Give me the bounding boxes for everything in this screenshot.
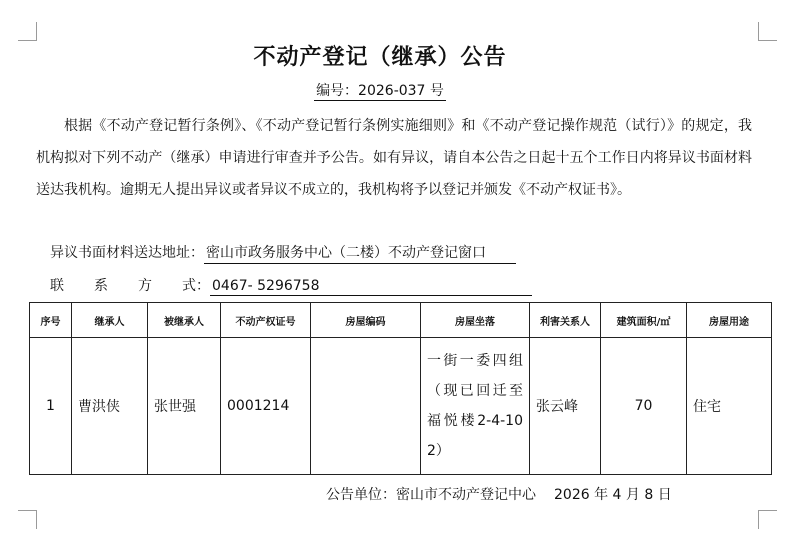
document-number-text: 编号：2026-037 号 — [316, 83, 444, 99]
notice-body-paragraph: 根据《不动产登记暂行条例》、《不动产登记暂行条例实施细则》和《不动产登记操作规范（试行）》的规定，我机构拟对下列不动产（继承）申请进行审查并予公告。如有异议，请自本公告之日起十五个工作日内将异议书面材料送达我机构。逾期无人提出异议或者异议不成立的，我机构将予以登记并颁发《不动产权证书》。 — [36, 118, 752, 198]
header-interested-party: 利害关系人 — [530, 303, 601, 338]
cell-location: 一街一委四组（现已回迁至福悦楼2-4-102） — [421, 338, 530, 475]
table-header-row — [30, 303, 772, 338]
cell-index: 1 — [30, 338, 72, 475]
notice-title: 不动产登记（继承）公告 — [253, 45, 507, 70]
crop-mark-bottom-right — [758, 510, 777, 529]
objection-address-value: 密山市政务服务中心（二楼）不动产登记窗口 — [204, 242, 516, 264]
notice-date: 2026 年 4 月 8 日 — [554, 487, 672, 503]
header-index: 序号 — [30, 303, 72, 338]
cell-decedent: 张世强 — [148, 338, 221, 475]
objection-address-row — [50, 242, 516, 264]
notice-footer — [326, 484, 672, 504]
contact-label — [50, 275, 210, 295]
crop-mark-bottom-left — [18, 510, 37, 529]
header-decedent: 被继承人 — [148, 303, 221, 338]
contact-phone-value: 0467- 5296758 — [210, 278, 532, 296]
header-house-code: 房屋编码 — [311, 303, 421, 338]
objection-address-label: 异议书面材料送达地址： — [50, 245, 204, 261]
cell-area: 70 — [601, 338, 687, 475]
announcing-unit: 公告单位：密山市不动产登记中心 — [326, 487, 536, 503]
document-number — [0, 80, 760, 100]
cell-usage: 住宅 — [687, 338, 772, 475]
header-usage: 房屋用途 — [687, 303, 772, 338]
cell-house-code — [311, 338, 421, 475]
contact-row — [50, 275, 532, 296]
table-row — [30, 338, 772, 475]
contact-label-last: 式： — [182, 278, 210, 294]
header-location: 房屋坐落 — [421, 303, 530, 338]
header-heir: 继承人 — [72, 303, 148, 338]
inheritance-table — [29, 302, 772, 475]
cell-heir: 曹洪侠 — [72, 338, 148, 475]
header-area: 建筑面积/㎡ — [601, 303, 687, 338]
contact-label-chars: 联系方 — [50, 278, 182, 294]
cell-interested-party: 张云峰 — [530, 338, 601, 475]
crop-mark-top-right — [758, 22, 777, 41]
cell-certificate-no: 0001214 — [221, 338, 311, 475]
header-certificate-no: 不动产权证号 — [221, 303, 311, 338]
crop-mark-top-left — [18, 22, 37, 41]
